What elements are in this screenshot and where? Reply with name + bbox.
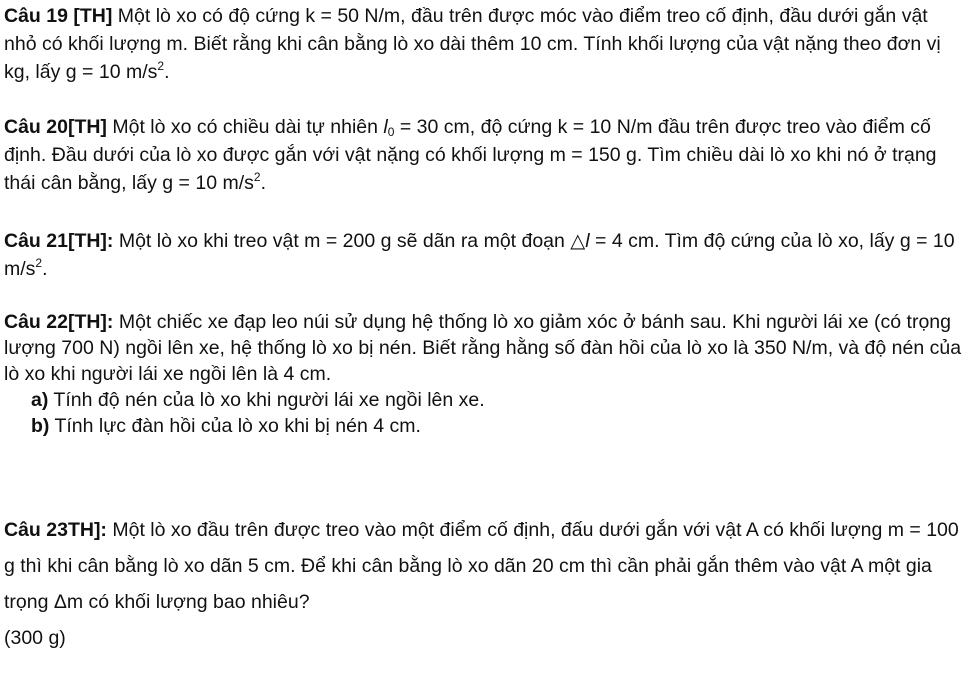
question-text: Một lò xo có độ cứng k = 50 N/m, đầu trên được móc vào điểm treo cố định, đầu dưới gắn vật nhỏ có khối lượng m. Biết rằng khi cân bằng lò xo dài thêm 10 cm. Tính khối lượng của vật nặng theo đơn vị kg, lấy g = 10 m/s (4, 5, 941, 83)
question-text: Một lò xo khi treo vật m = 200 g sẽ dãn ra một đoạn △ (113, 230, 586, 252)
question-text-cont: = 30 cm, độ cứng k = 10 N/m đầu trên được treo vào điểm cố định. Đầu dưới của lò xo được gắn với vật nặng có khối lượng m = 150 g. Tìm chiều dài lò xo khi nó ở trạng thái cân bằng, lấy g = 10 m/s (4, 116, 937, 194)
question-text-end: . (42, 258, 48, 280)
sub-question-b (4, 413, 964, 439)
question-text-end: . (164, 61, 170, 83)
question-body (4, 309, 964, 387)
variable: l (383, 116, 388, 138)
question-label: Câu 23TH]: (4, 519, 107, 541)
question-21 (4, 227, 964, 283)
sub-question-text: Tính độ nén của lò xo khi người lái xe ngồi lên xe. (48, 389, 485, 411)
question-label: Câu 22[TH]: (4, 311, 114, 333)
question-22 (4, 309, 964, 439)
answer: (300 g) (4, 627, 66, 649)
subscript: 0 (387, 125, 395, 139)
sub-question-text: Tính lực đàn hồi của lò xo khi bị nén 4 cm. (49, 415, 421, 437)
variable: l (585, 230, 590, 252)
question-text: Một lò xo có chiều dài tự nhiên (106, 116, 384, 138)
question-label: Câu 20[TH] (4, 116, 107, 138)
question-23 (4, 512, 964, 656)
question-label: Câu 19 [TH] (4, 5, 113, 27)
exponent: 2 (253, 170, 261, 184)
exponent: 2 (157, 59, 165, 73)
question-text-end: . (260, 172, 266, 194)
question-text-cont: = 4 cm. Tìm độ cứng của lò xo, lấy g = 10 m/s (4, 230, 955, 280)
sub-question-label: b) (31, 415, 50, 437)
question-body (4, 512, 964, 620)
question-text: Một lò xo đầu trên được treo vào một điểm cố định, đấu dưới gắn với vật A có khối lượng m = 100 g thì khi cân bằng lò xo dãn 5 cm. Để khi cân bằng lò xo dãn 20 cm thì cần phải gắn thêm vào vật A một gia trọng Δm có khối lượng bao nhiêu? (4, 519, 959, 613)
question-label: Câu 21[TH]: (4, 230, 114, 252)
question-20 (4, 113, 964, 197)
question-19 (4, 2, 964, 86)
sub-question-a (4, 387, 964, 413)
sub-question-label: a) (31, 389, 49, 411)
question-text: Một chiếc xe đạp leo núi sử dụng hệ thống lò xo giảm xóc ở bánh sau. Khi người lái xe (có trọng lượng 700 N) ngồi lên xe, hệ thống lò xo bị nén. Biết rằng hằng số đàn hồi của lò xo là 350 N/m, và độ nén của lò xo khi người lái xe ngồi lên là 4 cm. (4, 311, 962, 385)
exponent: 2 (35, 256, 43, 270)
